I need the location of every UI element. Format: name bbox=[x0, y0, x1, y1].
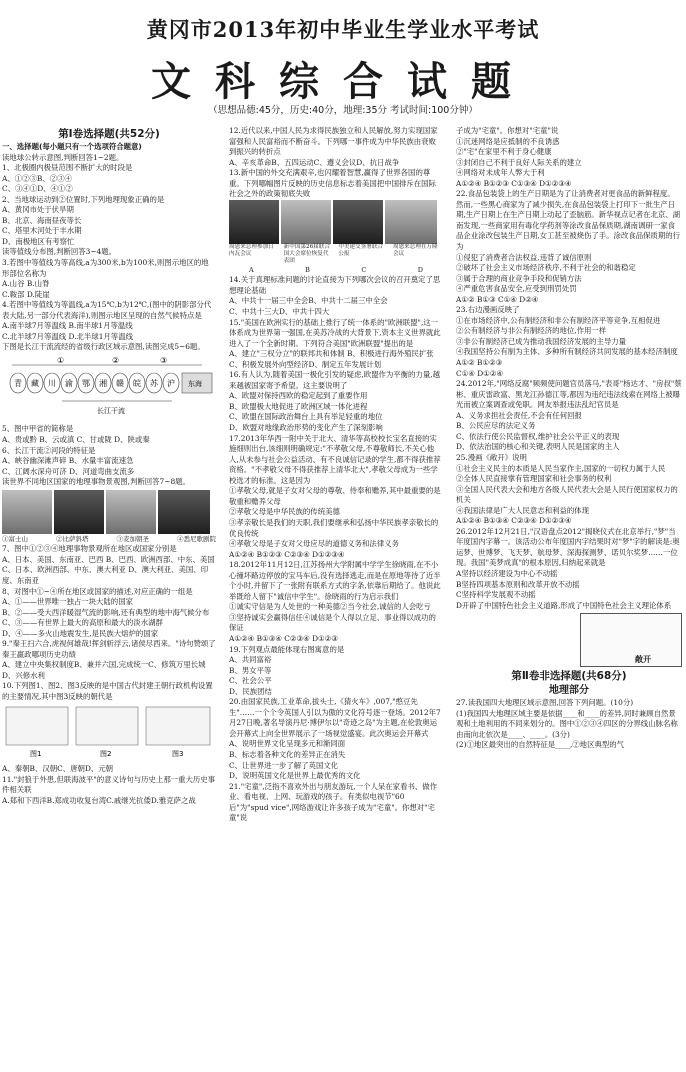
question-line: B、标志着各种文化的差异正在消失 bbox=[229, 749, 346, 759]
cartoon-kaikai bbox=[580, 613, 682, 667]
question-line: ④我国坚持公有制为主体、多种所有制经济共同发展的基本经济制度 bbox=[456, 347, 678, 357]
question-line: A、辛亥革命B、五四运动C、遵义会议D、抗日战争 bbox=[229, 157, 400, 167]
question-line: C、依法行使公民监督权,维护社会公平正义的表现 bbox=[456, 431, 620, 441]
question-line: B、公民应尽的法定义务 bbox=[456, 421, 536, 431]
history-photo bbox=[229, 200, 279, 244]
question-line: ①诚实守信是为人处世的一种美德②当今社会,诚信的人会吃亏 bbox=[229, 602, 431, 612]
photo-fuji bbox=[2, 490, 52, 534]
question-block bbox=[229, 275, 443, 823]
photo-pisa bbox=[54, 490, 104, 534]
question-block bbox=[2, 764, 216, 806]
figure-caption: 图2 bbox=[100, 749, 112, 758]
section-2-subtitle: 地理部分 bbox=[549, 685, 589, 697]
question-line: D、依法治国的核心和关键,表明人民是国家的主人 bbox=[456, 442, 620, 452]
question-line: C、社会公平 bbox=[229, 676, 272, 686]
question-line: 读等值线分布图,判断回答3~4题。 bbox=[2, 247, 117, 257]
question-line: 18.2012年11月12日,江苏扬州大学附属中学学生徐晓雨,在不小心撞坏路边停放的宝马车后,没有选择逃走,而是在原地等待了近半个小时,并留下了一张附有联系方式的字条,依靠后期给了。他说此举既给人留下"诚信中学生"。徐晓雨的行为启示我们 bbox=[229, 560, 441, 601]
question-line: ③封闭自己不利于良好人际关系的建立 bbox=[456, 157, 582, 167]
question-line: ②破坏了社会主义市场经济秩序,不利于社会的和谐稳定 bbox=[456, 263, 636, 273]
question-line: 12.近代以来,中国人民为求得民族独立和人民解放,努力实现国家富强和人民富裕而不断奋斗。下列哪一事件成为中华民族由衰败到振兴的转折点 bbox=[229, 126, 438, 157]
question-line: 2、当地球运动到②位置时,下列地理现象正确的是 bbox=[2, 194, 165, 204]
province-label: 藏 bbox=[31, 378, 39, 388]
question-line: ③坚持诚实会赢得信任④诚信是个人得以立足、事业得以成功的保证 bbox=[229, 612, 436, 633]
question-line: A、义务求担社会责任,不会有任何回报 bbox=[456, 410, 582, 420]
question-line: D、民族团结 bbox=[229, 686, 272, 696]
question-line: ③孝亲敬长是我们的天职,我们要继承和弘扬中华民族孝亲敬长的优良传统 bbox=[229, 517, 439, 538]
yangtze-num: ③ bbox=[160, 355, 168, 365]
yangtze-diagram bbox=[2, 353, 216, 421]
question-block bbox=[229, 126, 443, 200]
question-line: ②公有制经济与非公有制经济的地位,作用一样 bbox=[456, 326, 607, 336]
question-line: 14.关于真理标准问题的讨论直接为下列哪次会议的召开奠定了思想理论基础 bbox=[229, 275, 441, 295]
question-line: A.山谷 B.山脊 bbox=[2, 279, 50, 289]
question-line: C①④ D①②④ bbox=[456, 368, 504, 378]
photo-caption: ③麦加朝圣 bbox=[116, 534, 149, 543]
question-line: A、日本、美国、东南亚、巴西 B、巴西、欧洲西部、中东、美国 bbox=[2, 554, 215, 564]
question-line: A、中共十一届三中全会B、中共十二届三中全会 bbox=[229, 296, 388, 306]
question-line: A、贵或黔 B、云或滇 C、甘或陇 D、陕或秦 bbox=[2, 435, 150, 445]
province-label: 湘 bbox=[99, 378, 107, 388]
question-block bbox=[2, 424, 216, 487]
question-line: A、①②③B、②③④ bbox=[2, 173, 72, 183]
column-2 bbox=[229, 126, 443, 1070]
question-line: 1、北极圈内极昼范围不断扩大的时段是 bbox=[2, 163, 133, 173]
question-line: B、欧盟极大地促进了欧洲区域一体化进程 bbox=[229, 401, 368, 411]
question-line: ①孝敬父母,就是子女对父母的尊敬、侍奉和赡养,其中最重要的是敬重和赡养父母 bbox=[229, 486, 441, 506]
question-line: A、峡谷幽深滩声碎 B、水量丰富流速急 bbox=[2, 456, 134, 466]
photo-letter: B bbox=[305, 265, 310, 274]
history-photo bbox=[281, 200, 331, 244]
photo-letter: A bbox=[249, 265, 254, 274]
question-block bbox=[456, 126, 682, 611]
photo-caption: 新中国第26届联合国大会席位恢复代表团 bbox=[283, 243, 330, 264]
province-label: 渝 bbox=[65, 378, 73, 388]
question-line: 21."宅童",泛指不喜欢外出与朋友游玩,一个人呆在家看书、做作业、看电视、上网、玩游戏的孩子。有类似电视节"60后"为"spud vice",网络游戏让许多孩子成为"宅童"。你想对"宅童"说 bbox=[229, 781, 438, 823]
exam-title: 黄冈市2013年初中毕业生学业水平考试 bbox=[146, 17, 540, 42]
photo-caption: ②比萨斜塔 bbox=[56, 534, 89, 543]
question-line: ②孝敬父母是中华民族的传统美德 bbox=[229, 507, 340, 517]
question-line: 23.右边漫画反映了 bbox=[456, 305, 520, 315]
question-line: C坚持科学发展观不动摇 bbox=[456, 590, 536, 600]
photo-caption: 中美建交签署联合公报 bbox=[338, 243, 384, 257]
question-line: D开辟了中国特色社会主义道路,形成了中国特色社会主义理论体系 bbox=[456, 600, 672, 610]
question-line: ③属于合理的商业竞争手段和促销方法 bbox=[456, 273, 582, 283]
question-line: 15."美国在欧洲实行的基础上推行了统一体系的"欧洲联盟",这一体系成为世界第一强国,在美苏冷战的大背景下,资本主义世界就此进入了一个全新时期。下列符合美国"欧洲联盟"提出的是 bbox=[229, 317, 441, 348]
question-line: 22.食品包装袋上的生产日期是为了让消费者对更食品的新鲜程度。然而,一些黑心商家为了减少损失,在食品包装袋上打印下一批生产日期,生产日期上在生产日期上动起了歪脑筋。新华视点记者在北京、湖南发现,一些商家用有毒化学药剂等涂改食品保质期,湖南调研一家食品企业涂改包装生产日期,女工甚至被烧伤了手。涂改食品保质期的行为 bbox=[456, 189, 681, 252]
question-line: 6、长江干流②河段的特征是 bbox=[2, 445, 96, 455]
province-label: 鄂 bbox=[82, 378, 90, 388]
question-line: C、积极发展外向型经济D、制定五年发展计划 bbox=[229, 359, 382, 369]
question-line: A、说明世界文化呈现多元和渐同面 bbox=[229, 739, 346, 749]
question-line: C.鞍部 D.陡崖 bbox=[2, 289, 50, 299]
question-line: 5、图中甲省的简称是 bbox=[2, 424, 74, 434]
question-line: D、④——多火山地震发生,是民族大熔炉的国家 bbox=[2, 628, 159, 638]
province-label: 青 bbox=[14, 378, 22, 388]
question-line: A、黄冈市处于伏旱期 bbox=[2, 205, 74, 215]
province-label: 苏 bbox=[150, 378, 158, 388]
question-line: 24.2012年,"网络反腐"频频使问题官员落马,"表哥"杨达才、"房叔"蔡彬、重庆雷政富、黑龙江孙德江等,都因为违纪违法线索在网络上被曝光而被立案调查或免职。网友举报违法乱纪官员是 bbox=[456, 379, 682, 410]
question-line: A、共同富裕 bbox=[229, 655, 272, 665]
photo-caption: 周恩来总理在万隆会议 bbox=[392, 243, 438, 257]
question-line: A①② B①②③ bbox=[456, 358, 503, 368]
yangtze-num: ② bbox=[112, 355, 120, 365]
question-line: A①② B①③ C①④ D②④ bbox=[456, 294, 539, 304]
figure-caption: 图3 bbox=[172, 749, 184, 758]
question-line: 9."秦王扫六合,虎视何雄哉!挥剑斩浮云,诸侯尽西来。"诗句赞颂了秦王嬴政哪项历史功绩 bbox=[2, 639, 216, 659]
yangtze-num: ① bbox=[57, 355, 65, 365]
question-line: 读世界不同地区国家的地理事物景观图,判断回答7~8题。 bbox=[2, 477, 190, 487]
section-title: 第Ⅰ卷选择题(共52分) bbox=[58, 128, 160, 140]
question-line: 8、对图中①~④所在地区或国家的描述,对应正确的一组是 bbox=[2, 586, 193, 596]
exam-info: （思想品德:45分，历史:40分，地理:35分 考试时间:100分钟） bbox=[208, 105, 478, 116]
sea-label: 东海 bbox=[188, 379, 202, 388]
section-subhead: 一、选择题(每小题只有一个选项符合题意) bbox=[2, 142, 142, 151]
question-line: ④严重危害食品安全,应受到刑罚处罚 bbox=[456, 284, 577, 294]
question-line: ①在市场经济中,公有制经济和非公有制经济平等竞争,互相促进 bbox=[456, 315, 661, 325]
column-1 bbox=[2, 126, 216, 1070]
question-line: ③全国人民代表大会和地方各级人民代表大会是人民行使国家权力的机关 bbox=[456, 484, 678, 505]
question-line: 7、图中①②③④地理事物景观所在地区或国家分别是 bbox=[2, 544, 177, 554]
province-label: 皖 bbox=[133, 378, 141, 388]
subject-title: 文科综合试题 bbox=[151, 58, 535, 105]
question-line: B、北京、海南昼夜等长 bbox=[2, 215, 82, 225]
question-line: D、南极地区有考察忙 bbox=[2, 236, 75, 246]
photo-letter: C bbox=[361, 265, 367, 274]
question-line: D、欧盟对地缘政治形势的变化产生了深刻影响 bbox=[229, 423, 383, 433]
question-line: C、塔里木河处于丰水期 bbox=[2, 226, 82, 236]
landscape-photos bbox=[2, 490, 216, 545]
cartoon-label: 敞开 bbox=[635, 653, 651, 664]
river-label: 长江干流 bbox=[97, 406, 125, 415]
question-line: (2)①地区最突出的自然特征是____,②地区典型的气 bbox=[456, 740, 625, 750]
question-line: (1)我国四大地理区域主要是依据____和____的差异,同时兼顾自然景观和土地利用的不同来划分的。图中①②③④四区的分界线山脉名称由南向北依次是____、____。(3分) bbox=[456, 708, 678, 739]
question-line: C、中共十三大D、中共十四大 bbox=[229, 307, 330, 317]
history-photos bbox=[229, 200, 443, 276]
figure-caption: 图1 bbox=[30, 749, 42, 758]
question-line: C、让世界进一步了解了英国文化 bbox=[229, 760, 339, 770]
question-line: ④网络对未成年人弊大于利 bbox=[456, 168, 545, 178]
question-line: C.北半球7月等温线 D.北半球1月等温线 bbox=[2, 331, 133, 341]
question-line: 4.若图中等值线为等温线,a为15℃,b为12℃,(图中的阴影部分代表大陆,另一部分代表海洋),则图示地区呈现的自然气候特点是 bbox=[2, 300, 212, 320]
question-line: C、欧盟在国际政治舞台上具有举足轻重的地位 bbox=[229, 412, 383, 422]
question-line: 17.2013年华西一附中关于北大、清华等高校校长宝名直接的实施细则出台,该细则明确规定:"不孝敬父母,不尊敬师长,不关心他人,从未参与社会公益活动、有不良诚信记录的学生,都不得获推荐资格。"不孝敬父母不得获推荐上清华北大",孝敬父母成为一些学校选才的标准。这是因为 bbox=[229, 433, 441, 485]
question-line: ①沉迷网络是应抵制的不良诱惑 bbox=[456, 136, 560, 146]
question-line: A、建立"三权分立"的联邦共和体制 B、积极进行海外殖民扩张 bbox=[229, 349, 434, 359]
question-line: ②"宅"在家里不利于身心健康 bbox=[456, 147, 552, 157]
question-line: 25.漫画《敞开》说明 bbox=[456, 452, 527, 462]
question-line: 19.下列观点最能体现右图寓意的是 bbox=[229, 644, 345, 654]
province-label: 沪 bbox=[167, 378, 175, 388]
photo-sydney bbox=[158, 490, 210, 534]
question-line: 20.由国家民族,工业革命,拔头士,《猜火车》,007,"憨豆先生"……一个个令英国人引以为傲的文化符号逐一登场。2012年7月27日晚,著名导演丹尼·博伊尔以"奇迹之岛"为主题,在伦敦奥运会开幕式上向全世界展示了一场视觉盛宴。此次奥运会开幕式 bbox=[229, 697, 441, 738]
question-line: A、①——世界唯一独占一块大陆的国家 bbox=[2, 597, 133, 607]
question-line: B坚持四项基本原则和改革开放不动摇 bbox=[456, 579, 580, 589]
question-line: 13.新中国的外交充满艰辛,也闪耀着智慧,赢得了世界各国的尊重。下列哪幅图片反映的历史信息标志着美国把中国排斥在国际社会之外的政策彻底失败 bbox=[229, 168, 436, 199]
question-line: A.郑和下西洋B.郑成功收复台湾C.戚继光抗倭D.雅克萨之战 bbox=[2, 795, 196, 805]
question-block bbox=[2, 544, 216, 702]
question-line: C、江阔水深舟可济 D、河道弯曲支流多 bbox=[2, 466, 135, 476]
question-line: ④孝敬父母是子女对父母应尽的道德义务和法律义务 bbox=[229, 539, 399, 549]
history-photo bbox=[385, 200, 437, 244]
question-line: D、说明英国文化是世界上最优秀的文化 bbox=[229, 771, 361, 781]
question-line: 3.若图中等值线为等高线,a为300米,b为100米,则图示地区的地形部位名称为 bbox=[2, 258, 209, 278]
question-block bbox=[2, 153, 216, 353]
question-line: A①②④ B①③④ C②③④ D①②③④ bbox=[456, 516, 572, 526]
question-line: 16.有人认为,随着美国一极化引发的疑虑,欧盟作为平衡的力量,越来越被国家寄予希望。这主要说明了 bbox=[229, 370, 440, 390]
question-line: C、日本、欧洲西部、中东、澳大利亚 D、澳大利亚、美国、印度、东南亚 bbox=[2, 565, 209, 585]
province-label: 川 bbox=[48, 378, 56, 388]
question-line: C、③④①D、④①② bbox=[2, 184, 73, 194]
question-line: A①②④ B①③④ C②③④ D①②③ bbox=[229, 633, 338, 643]
question-line: ②全体人民直接掌有管理国家和社会事务的权利 bbox=[456, 474, 612, 484]
section-2-title: 第Ⅱ卷非选择题(共68分) bbox=[511, 670, 627, 683]
question-line: A①②④ B①②③ C①③④ D①②③④ bbox=[456, 178, 572, 188]
question-line: C、③——有世界上最大的高原和最大的淡水湖群 bbox=[2, 618, 163, 628]
photo-mecca bbox=[106, 490, 156, 534]
question-line: ①社会主义民主的本质是人民当家作主,国家的一切权力属于人民 bbox=[456, 463, 666, 473]
dynasty-figures bbox=[2, 703, 216, 761]
history-photo bbox=[333, 200, 383, 244]
province-label: 赣 bbox=[116, 378, 124, 388]
photo-caption: ①富士山 bbox=[2, 534, 28, 543]
question-line: B、男女平等 bbox=[229, 665, 272, 675]
question-line: ③非公有制经济已成为推动我国经济发展的主导力量 bbox=[456, 336, 626, 346]
photo-caption: ④悉尼歌剧院 bbox=[177, 534, 216, 543]
question-line: ④我国法律是广大人民意志和利益的体现 bbox=[456, 505, 590, 515]
question-line: A.南半球7月等温线 B.南半球1月等温线 bbox=[2, 321, 133, 331]
question-line: A、秦朝B、汉朝C、唐朝D、元朝 bbox=[2, 764, 114, 774]
question-line: 27.读我国四大地理区域示意图,回答下列问题。(10分) bbox=[456, 698, 634, 708]
question-block bbox=[456, 698, 682, 751]
photo-caption: 周恩来总理参加日内瓦会议 bbox=[229, 243, 274, 257]
question-line: B、②——受大西洋暖湿气流的影响,还有典型的地中海气候分布 bbox=[2, 607, 210, 617]
question-line: ①侵犯了消费者合法权益,违背了诚信原则 bbox=[456, 252, 592, 262]
question-line: A①②④ B①②③ C②③④ D①②③④ bbox=[229, 549, 345, 559]
question-line: A坚持以经济建设为中心不动摇 bbox=[456, 568, 558, 578]
question-line: 下图是长江干流流经的省级行政区域示意图,读图完成5~6题。 bbox=[2, 342, 205, 352]
question-line: A、欧盟对保持西欧的稳定起到了重要作用 bbox=[229, 391, 368, 401]
photo-letter: D bbox=[417, 265, 423, 274]
question-line: 子成为"宅童"。你想对"宅童"说 bbox=[456, 126, 559, 135]
question-line: A、建立中央集权制度B、兼并六国,完成统一C、修筑万里长城D、兴修水利 bbox=[2, 660, 206, 680]
question-line: 26.2012年12月21日,"汉语盘点2012"揭晓仪式在北京举行,"梦"当年度国内字幕一。该活动公布年度国内字结果时对"梦"字的解读是:奥运梦、世博梦、飞天梦、航母梦、深海探测梦、诺贝尔奖梦……一位现。我国"美梦成真"的根本原因,归纳起来就是 bbox=[456, 526, 680, 568]
question-line: 11."封狼于外患,但联海波平"的意义诗句与历史上那一重大历史事件相关联 bbox=[2, 774, 216, 795]
column-3 bbox=[456, 126, 682, 1070]
question-line: 10.下列图1、图2、图3反映的是中国古代封建王朝行政机构设置的主要情况,其中图3反映的朝代是 bbox=[2, 681, 213, 701]
question-line: 读地球公转示意图,判断回答1~2题。 bbox=[2, 152, 124, 162]
